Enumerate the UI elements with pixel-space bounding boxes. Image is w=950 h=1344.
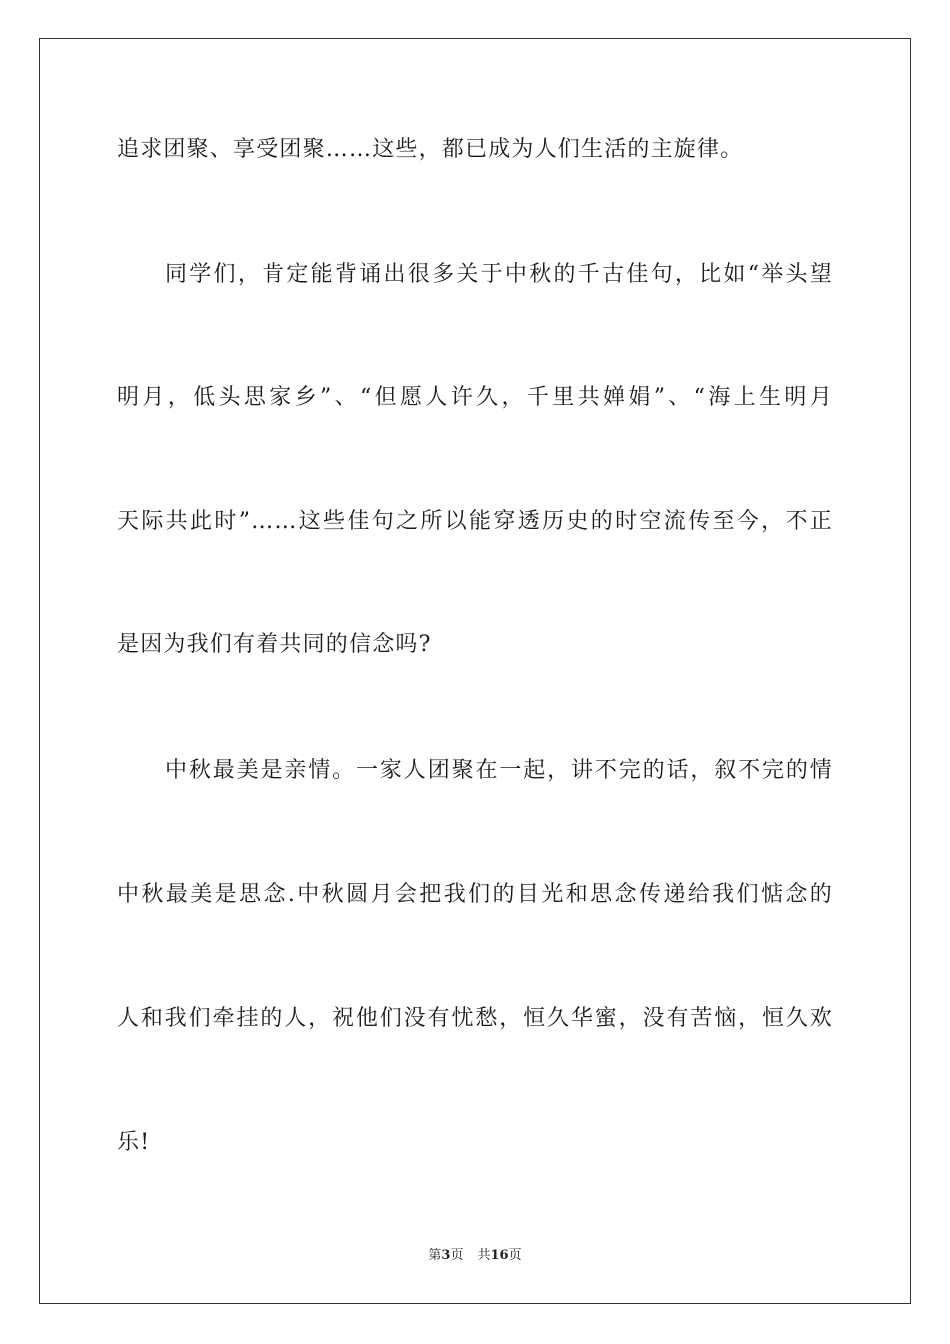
paragraph-line-7: 中秋最美是思念.中秋圆月会把我们的目光和思念传递给我们惦念的 — [117, 882, 833, 907]
paragraph-line-2: 同学们，肯定能背诵出很多关于中秋的千古佳句，比如“举头望 — [165, 262, 833, 287]
page-total-prefix: 共 — [477, 1248, 491, 1263]
paragraph-line-6: 中秋最美是亲情。一家人团聚在一起，讲不完的话，叙不完的情 — [165, 758, 833, 783]
page-border — [39, 38, 911, 1304]
page-number-prefix: 第 — [428, 1248, 442, 1263]
paragraph-line-1: 追求团聚、享受团聚……这些，都已成为人们生活的主旋律。 — [117, 137, 744, 162]
page-footer — [0, 1247, 950, 1265]
page-total-suffix: 页 — [508, 1248, 522, 1263]
paragraph-line-5: 是因为我们有着共同的信念吗? — [117, 632, 432, 657]
page-number-suffix: 页 — [450, 1248, 464, 1263]
paragraph-line-8: 人和我们牵挂的人，祝他们没有忧愁，恒久华蜜，没有苦恼，恒久欢 — [117, 1006, 833, 1031]
page-number-current: 3 — [441, 1248, 451, 1263]
paragraph-line-3: 明月，低头思家乡”、“但愿人许久，千里共婵娟”、“海上生明月 — [117, 385, 833, 410]
paragraph-line-4: 天际共此时”……这些佳句之所以能穿透历史的时空流传至今，不正 — [117, 509, 833, 534]
paragraph-line-9: 乐! — [117, 1130, 151, 1155]
page-total-count: 16 — [490, 1248, 509, 1263]
